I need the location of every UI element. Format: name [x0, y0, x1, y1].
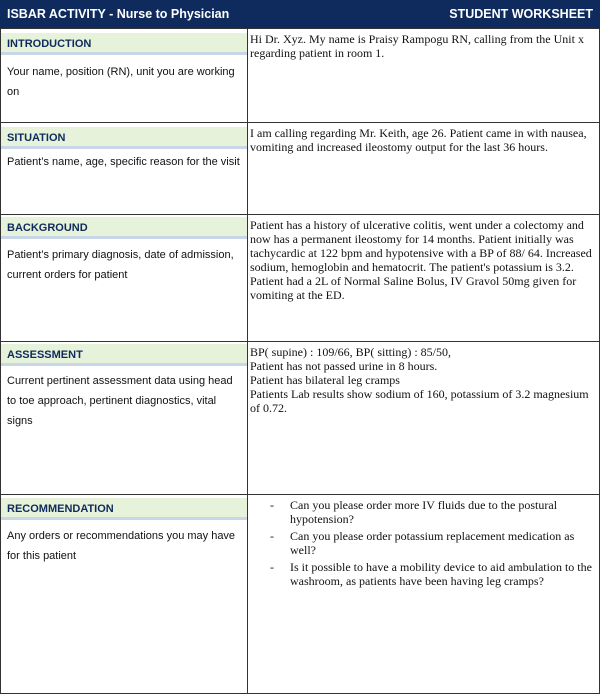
section-response-cell[interactable]: [248, 495, 599, 693]
section-response-cell[interactable]: [248, 215, 599, 341]
section-assessment: [1, 342, 599, 495]
section-response: [248, 123, 599, 154]
response-line: Patient has a history of ulcerative colitis, went under a colectomy and now has a permanent ileostomy for 14 months. Patient initially was tachycardic at 122 bpm and hypotensive with a BP of 88/ 64. Increased sodium, hemoglobin and hematocrit. The patient's potassium is 3.2. Patient had a 2L of Normal Saline Bolus, IV Gravol 50mg given for vomiting at the ED.: [250, 218, 592, 302]
recommendation-text: Can you please order more IV fluids due to the postural hypotension?: [290, 498, 558, 526]
section-label-cell: [1, 123, 248, 214]
isbar-table: [0, 28, 600, 694]
section-response: [248, 215, 599, 302]
worksheet-header: [0, 0, 600, 28]
bullet-dash: -: [270, 560, 274, 574]
activity-title: ISBAR ACTIVITY - Nurse to Physician: [7, 7, 230, 21]
section-label: RECOMMENDATION: [1, 498, 247, 520]
section-prompt: Any orders or recommendations you may have for this patient: [7, 530, 236, 562]
list-item: [248, 529, 599, 557]
worksheet-label: STUDENT WORKSHEET: [449, 7, 593, 21]
response-line: I am calling regarding Mr. Keith, age 26. Patient came in with nausea, vomiting and increased ileostomy output for the last 36 hours.: [250, 126, 587, 154]
response-line: BP( supine) : 109/66, BP( sitting) : 85/50,: [250, 345, 452, 359]
section-label-cell: [1, 215, 248, 341]
response-line: Patients Lab results show sodium of 160, potassium of 3.2 magnesium of 0.72.: [250, 387, 589, 415]
bullet-dash: -: [270, 498, 274, 512]
section-label: BACKGROUND: [1, 217, 247, 239]
section-label: ASSESSMENT: [1, 344, 247, 366]
section-prompt: Current pertinent assessment data using head to toe approach, pertinent diagnostics, vital signs: [7, 375, 233, 427]
section-prompt: Patient’s primary diagnosis, date of admission, current orders for patient: [7, 249, 234, 281]
section-introduction: [1, 29, 599, 123]
section-response-cell[interactable]: [248, 123, 599, 214]
response-line: Patient has not passed urine in 8 hours.: [250, 359, 438, 373]
section-situation: [1, 123, 599, 215]
bullet-dash: -: [270, 529, 274, 543]
section-response-cell[interactable]: [248, 342, 599, 494]
section-prompt: Patient’s name, age, specific reason for the visit: [7, 156, 240, 168]
section-label-cell: [1, 342, 248, 494]
list-item: [248, 560, 599, 588]
list-item: [248, 498, 599, 526]
response-line: Hi Dr. Xyz. My name is Praisy Rampogu RN, calling from the Unit x regarding patient in room 1.: [250, 32, 584, 60]
section-response-cell[interactable]: [248, 29, 599, 122]
recommendation-text: Is it possible to have a mobility device to aid ambulation to the washroom, as patients have been having leg cramps?: [290, 560, 592, 588]
recommendation-text: Can you please order potassium replacement medication as well?: [290, 529, 575, 557]
section-background: [1, 215, 599, 342]
section-response: [248, 342, 599, 415]
response-line: Patient has bilateral leg cramps: [250, 373, 400, 387]
section-response: [248, 29, 599, 60]
section-recommendation: [1, 495, 599, 693]
section-label: INTRODUCTION: [1, 33, 247, 55]
recommendation-list: [248, 495, 599, 588]
section-label: SITUATION: [1, 127, 247, 149]
section-prompt: Your name, position (RN), unit you are working on: [7, 66, 235, 98]
section-label-cell: [1, 29, 248, 122]
section-label-cell: [1, 495, 248, 693]
